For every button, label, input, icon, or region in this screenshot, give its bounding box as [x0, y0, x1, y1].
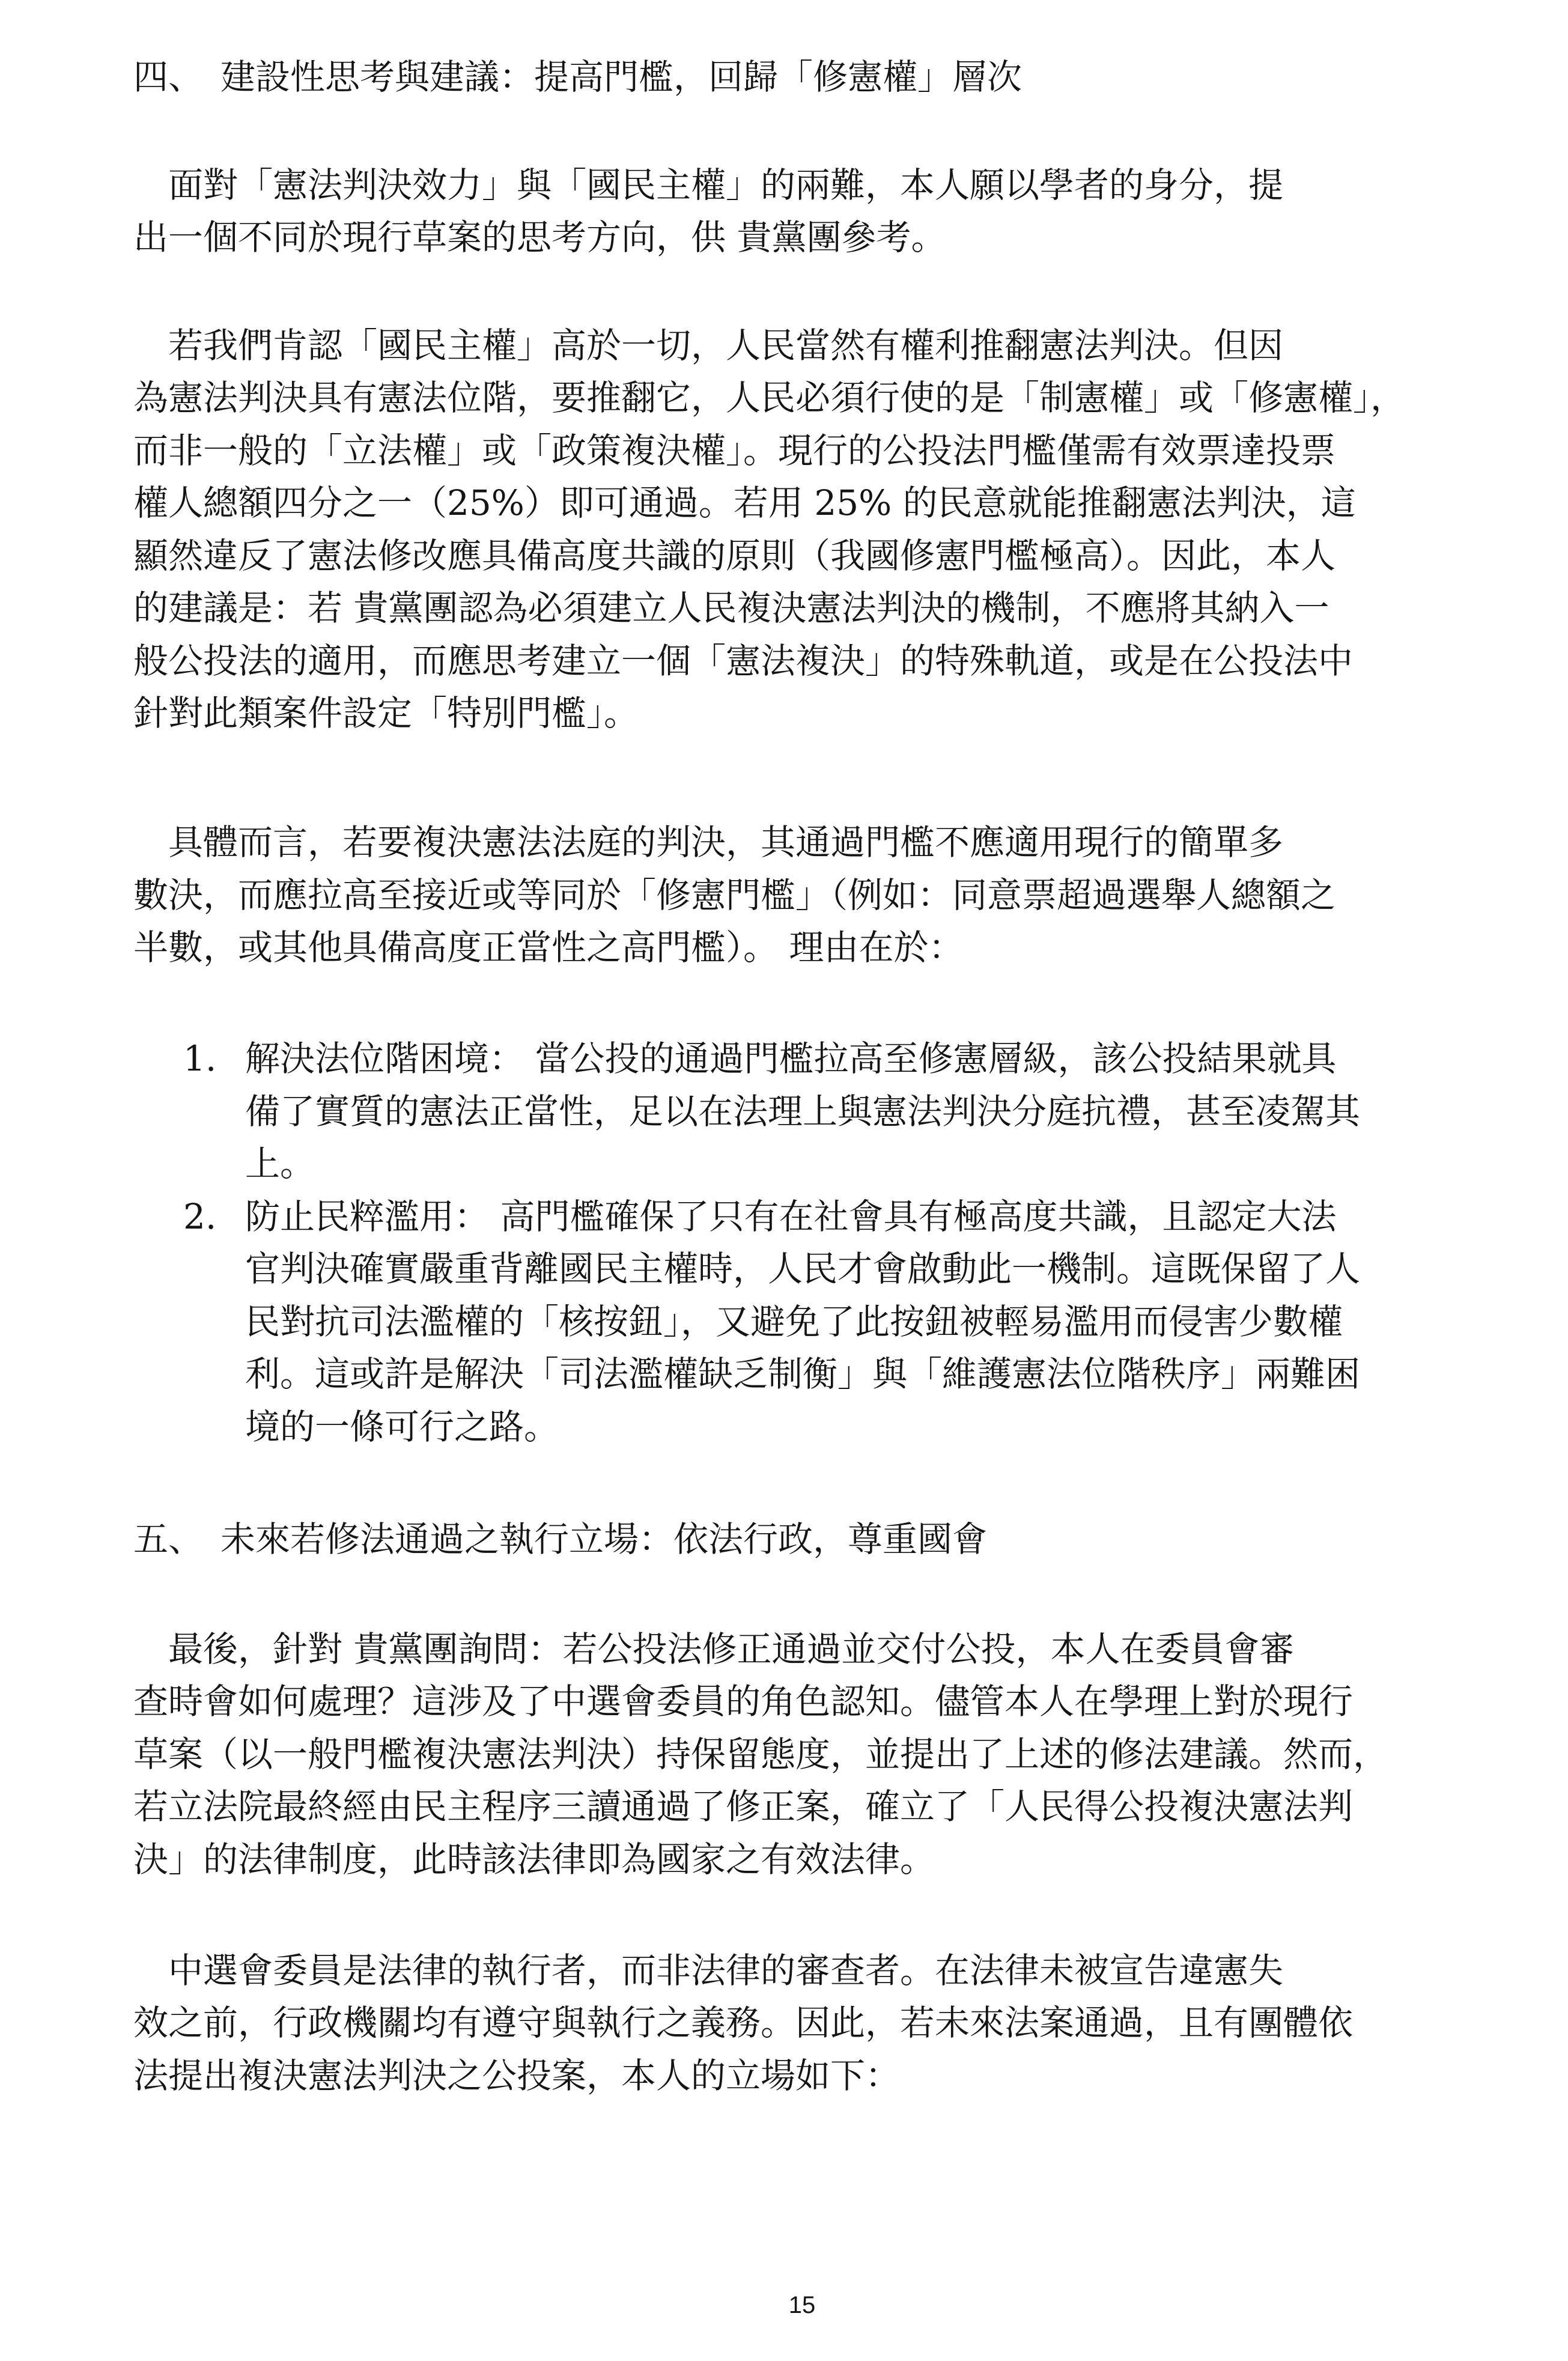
paragraph-line: 顯然違反了憲法修改應具備高度共識的原則（我國修憲門檻極高）。因此，本人 [133, 535, 1336, 576]
paragraph-line: 若我們肯認「國民主權」高於一切，人民當然有權利推翻憲法判決。但因 [133, 325, 1284, 366]
list-item-line: 解決法位階困境： 當公投的通過門檻拉高至修憲層級，該公投結果就具 [245, 1038, 1337, 1079]
page-number: 15 [788, 2292, 816, 2318]
list-item-line: 利。這或許是解決「司法濫權缺乏制衡」與「維護憲法位階秩序」兩難困 [245, 1354, 1361, 1394]
list-number: 2. [183, 1196, 217, 1237]
paragraph-line: 而非一般的「立法權」或「政策複決權」。現行的公投法門檻僅需有效票達投票 [133, 430, 1336, 471]
list-item-line: 備了實質的憲法正當性，足以在法理上與憲法判決分庭抗禮，甚至凌駕其 [245, 1091, 1361, 1132]
paragraph-line: 最後，針對 貴黨團詢問：若公投法修正通過並交付公投，本人在委員會審 [133, 1629, 1295, 1670]
paragraph-line: 為憲法判決具有憲法位階，要推翻它，人民必須行使的是「制憲權」或「修憲權」， [133, 377, 1406, 418]
paragraph-line: 般公投法的適用，而應思考建立一個「憲法複決」的特殊軌道，或是在公投法中 [133, 640, 1354, 681]
list-item-line: 民對抗司法濫權的「核按鈕」，又避免了此按鈕被輕易濫用而侵害少數權 [245, 1301, 1343, 1342]
paragraph-line: 查時會如何處理？這涉及了中選會委員的角色認知。儘管本人在學理上對於現行 [133, 1681, 1354, 1722]
list-item-line: 境的一條可行之路。 [245, 1406, 559, 1447]
paragraph-line: 若立法院最終經由民主程序三讀通過了修正案，確立了「人民得公投複決憲法判 [133, 1786, 1354, 1827]
paragraph-line: 草案（以一般門檻複決憲法判決）持保留態度，並提出了上述的修法建議。然而， [133, 1734, 1388, 1775]
paragraph-line: 效之前，行政機關均有遵守與執行之義務。因此，若未來法案通過，且有團體依 [133, 2002, 1354, 2043]
list-number: 1. [183, 1038, 217, 1079]
list-item-line: 上。 [245, 1143, 315, 1184]
section-5-heading: 五、 未來若修法通過之執行立場：依法行政，尊重國會 [133, 1519, 988, 1560]
paragraph-line: 決」的法律制度，此時該法律即為國家之有效法律。 [133, 1839, 935, 1880]
list-item-line: 官判決確實嚴重背離國民主權時，人民才會啟動此一機制。這既保留了人 [245, 1248, 1361, 1289]
paragraph-line: 針對此類案件設定「特別門檻」。 [133, 693, 639, 734]
paragraph-line: 的建議是：若 貴黨團認為必須建立人民複決憲法判決的機制，不應將其納入一 [133, 588, 1329, 628]
paragraph-line: 權人總額四分之一（25%）即可通過。若用 25% 的民意就能推翻憲法判決，這 [133, 482, 1356, 523]
paragraph-line: 具體而言，若要複決憲法法庭的判決，其通過門檻不應適用現行的簡單多 [133, 822, 1284, 863]
paragraph-line: 出一個不同於現行草案的思考方向，供 貴黨團參考。 [133, 217, 946, 258]
paragraph-line: 數決，而應拉高至接近或等同於「修憲門檻」（例如：同意票超過選舉人總額之 [133, 875, 1336, 916]
list-item-line: 防止民粹濫用： 高門檻確保了只有在社會具有極高度共識，且認定大法 [245, 1196, 1337, 1237]
paragraph-line: 半數，或其他具備高度正當性之高門檻）。 理由在於： [133, 927, 964, 968]
paragraph-line: 面對「憲法判決效力」與「國民主權」的兩難，本人願以學者的身分，提 [133, 165, 1284, 205]
paragraph-line: 中選會委員是法律的執行者，而非法律的審查者。在法律未被宣告違憲失 [133, 1950, 1284, 1991]
section-4-heading: 四、 建設性思考與建議：提高門檻，回歸「修憲權」層次 [133, 56, 1023, 97]
paragraph-line: 法提出複決憲法判決之公投案，本人的立場如下： [133, 2055, 901, 2096]
